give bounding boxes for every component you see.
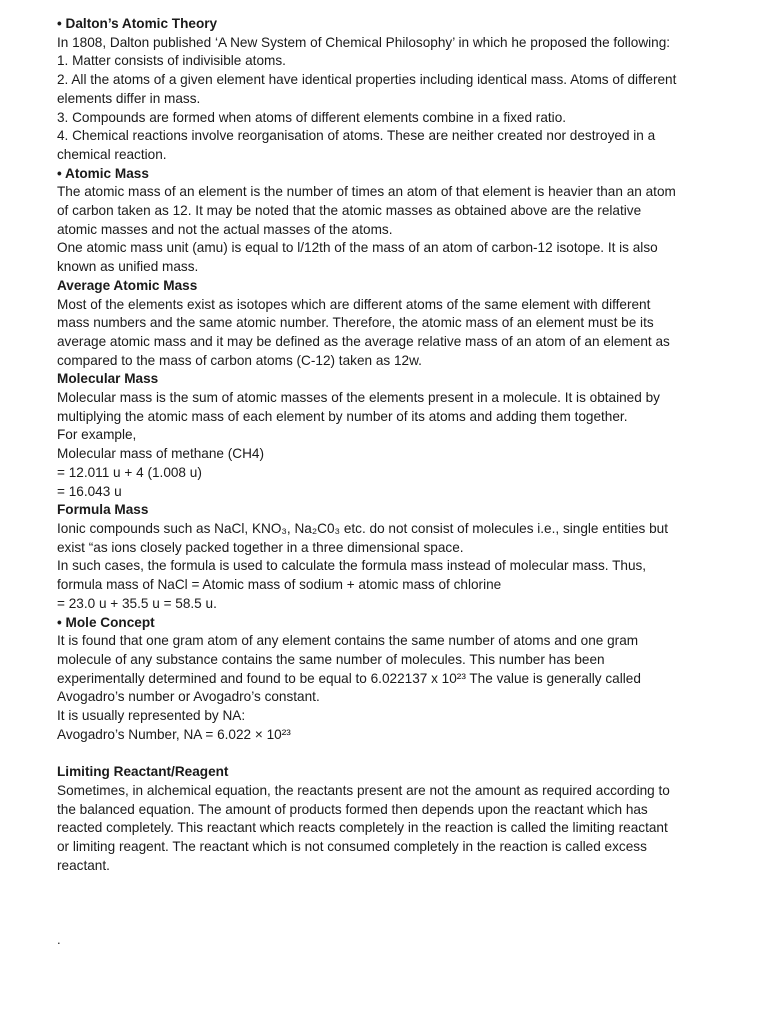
mole-concept-paragraph-3: Avogadro’s Number, NA = 6.022 × 10²³ <box>57 726 291 742</box>
heading-average-atomic-mass: Average Atomic Mass <box>57 277 198 293</box>
heading-daltons-atomic-theory: • Dalton’s Atomic Theory <box>57 16 218 31</box>
atomic-mass-paragraph-2: One atomic mass unit (amu) is equal to l/12th of the mass of an atom of carbon-12 isotope. It is also known as unified mass. <box>57 240 658 275</box>
dalton-point-3: 3. Compounds are formed when atoms of different elements combine in a fixed ratio. <box>57 109 567 125</box>
molecular-mass-line-4: = 16.043 u <box>57 483 122 499</box>
molecular-mass-line-3: = 12.011 u + 4 (1.008 u) <box>57 464 202 480</box>
heading-limiting-reactant: Limiting Reactant/Reagent <box>57 764 229 780</box>
mole-concept-paragraph-2: It is usually represented by NA: <box>57 708 246 724</box>
dalton-point-2: 2. All the atoms of a given element have identical properties including identical mass. Atoms of different elements differ in mass. <box>57 72 677 106</box>
molecular-mass-line-1: For example, <box>57 427 137 443</box>
formula-mass-paragraph-2: In such cases, the formula is used to calculate the formula mass instead of molecular mass. Thus, formula mass of NaCl = Atomic mass of sodium + atomic mass of chlorine <box>57 558 647 593</box>
heading-molecular-mass: Molecular Mass <box>57 371 159 387</box>
formula-mass-paragraph-3: = 23.0 u + 35.5 u = 58.5 u. <box>57 595 217 611</box>
dalton-point-1: 1. Matter consists of indivisible atoms. <box>57 53 286 69</box>
average-atomic-mass-paragraph: Most of the elements exist as isotopes which are different atoms of the same element with different mass numbers and the same atomic number. Therefore, the atomic mass of an element must be its average atomic mass and it may be defined as the average relative mass of an atom of an element as compared to the mass of carbon atoms (C-12) taken as 12w. <box>57 296 670 368</box>
document-page <box>57 15 682 950</box>
molecular-mass-paragraph: Molecular mass is the sum of atomic masses of the elements present in a molecule. It is obtained by multiplying the atomic mass of each element by number of its atoms and adding them together. <box>57 390 660 424</box>
heading-atomic-mass: • Atomic Mass <box>57 165 149 181</box>
spacer-large <box>57 875 682 931</box>
formula-mass-paragraph-1: Ionic compounds such as NaCl, KNO₃, Na₂C0₃ etc. do not consist of molecules i.e., single entities but exist “as ions closely packed together in a three dimensional space. <box>57 520 668 555</box>
heading-mole-concept: • Mole Concept <box>57 614 155 630</box>
dalton-point-4: 4. Chemical reactions involve reorganisation of atoms. These are neither created nor destroyed in a chemical reaction. <box>57 128 656 162</box>
footer-mark: . <box>57 932 61 948</box>
atomic-mass-paragraph-1: The atomic mass of an element is the number of times an atom of that element is heavier than an atom of carbon taken as 12. It may be noted that the atomic masses as obtained above are the relative atomic masses and not the actual masses of the atoms. <box>57 184 676 237</box>
spacer <box>57 744 682 763</box>
dalton-intro: In 1808, Dalton published ‘A New System of Chemical Philosophy’ in which he proposed the following: <box>57 34 671 50</box>
molecular-mass-line-2: Molecular mass of methane (CH4) <box>57 446 264 462</box>
heading-formula-mass: Formula Mass <box>57 502 149 518</box>
limiting-reactant-paragraph: Sometimes, in alchemical equation, the reactants present are not the amount as required according to the balanced equation. The amount of products formed then depends upon the reactant which has reacted completely. This reactant which reacts completely in the reaction is called the limiting reactant or limiting reagent. The reactant which is not consumed completely in the reaction is called excess reactant. <box>57 782 670 873</box>
mole-concept-paragraph-1: It is found that one gram atom of any element contains the same number of atoms and one gram molecule of any substance contains the same number of molecules. This number has been experimentally determined and found to be equal to 6.022137 x 10²³ The value is generally called Avogadro’s number or Avogadro’s constant. <box>57 633 641 705</box>
